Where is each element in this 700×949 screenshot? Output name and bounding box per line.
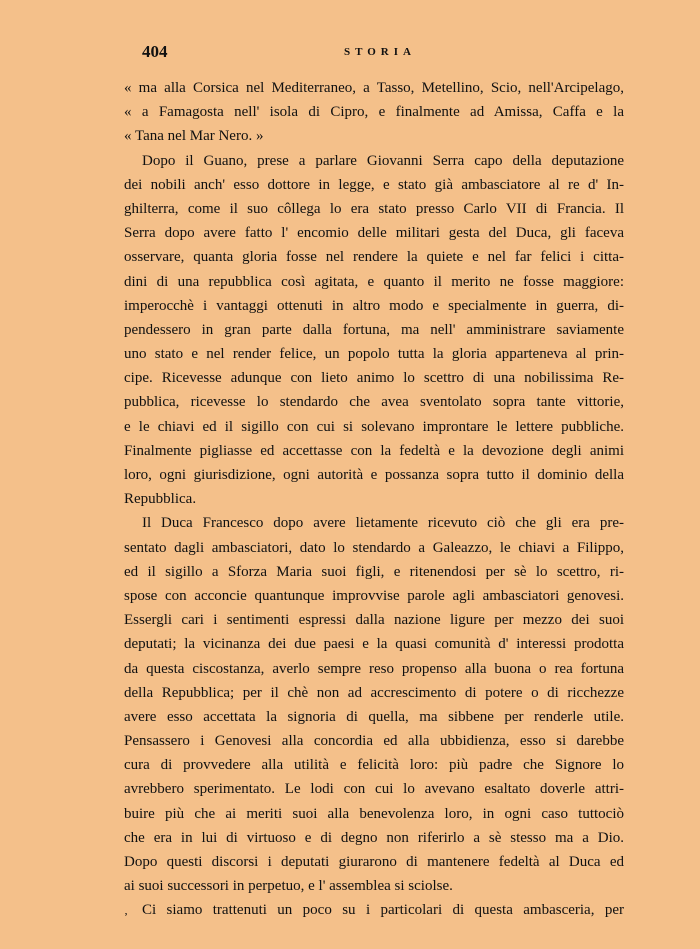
text-line: Finalmente pigliasse ed accettasse con la fedeltà e la devozione degli animi <box>124 442 624 459</box>
running-head <box>124 42 624 66</box>
text-line: ed il sigillo a Sforza Maria suoi figli, e ritenendosi per sè lo scettro, ri- <box>124 563 624 580</box>
text-line: Pensassero i Genovesi alla concordia ed alla ubbidienza, esso si darebbe <box>124 733 624 750</box>
paragraph-start-line: Dopo il Guano, prese a parlare Giovanni Serra capo della deputazione <box>142 152 624 169</box>
text-line: Dopo questi discorsi i deputati giurarono di mantenere fedeltà al Duca ed <box>124 854 624 870</box>
text-line: della Repubblica; per il chè non ad accrescimento di potere o di ricchezze <box>124 684 624 701</box>
text-line: imperocchè i vantaggi ottenuti in altro modo e specialmente in guerra, di- <box>124 297 624 314</box>
text-line: da questa ciscostanza, averlo sempre reso propenso alla buona o rea fortuna <box>124 660 624 677</box>
text-line: e le chiavi ed il sigillo con cui si solevano improntare le lettere pubbliche. <box>124 418 624 435</box>
text-line: pendessero in gran parte dalla fortuna, ma nell' amministrare saviamente <box>124 321 624 338</box>
page-number: 404 <box>142 42 168 61</box>
paragraph-start-line: Ci siamo trattenuti un poco su i particolari di questa ambasceria, per <box>142 902 624 919</box>
stray-print-mark: ‚ <box>124 903 128 917</box>
text-line: che era in lui di virtuoso e di degno non riferirlo a sè stesso ma a Dio. <box>124 829 624 846</box>
paragraph-start-line: Il Duca Francesco dopo avere lietamente ricevuto ciò che gli era pre- <box>142 515 624 532</box>
text-line: « ma alla Corsica nel Mediterraneo, a Tasso, Metellino, Scio, nell'Arcipelago, <box>124 80 624 96</box>
text-line: Essergli cari i sentimenti espressi dalla nazione ligure per mezzo dei suoi <box>124 612 624 629</box>
text-line: Repubblica. <box>124 491 197 508</box>
text-line: deputati; la vicinanza dei due paesi e la quasi comunità d' interessi prodotta <box>124 636 624 653</box>
text-line: sentato dagli ambasciatori, dato lo stendardo a Galeazzo, le chiavi a Filippo, <box>124 539 624 556</box>
text-line: ghilterra, come il suo côllega lo era stato presso Carlo VII di Francia. Il <box>124 200 624 217</box>
text-line: spose con acconcie quantunque improvvise parole agli ambasciatori genovesi. <box>124 587 624 604</box>
body-text <box>124 76 624 923</box>
text-line: cipe. Ricevesse adunque con lieto animo lo scettro di una nobilissima Re- <box>124 370 624 387</box>
text-line: ai suoi successori in perpetuo, e l' assemblea si sciolse. <box>124 878 453 895</box>
text-line: osservare, quanta gloria fosse nel rendere la quiete e nel far felici i citta- <box>124 249 624 266</box>
text-line: « Tana nel Mar Nero. » <box>124 128 264 145</box>
text-line: dini di una repubblica così agitata, e quanto il merito ne fosse maggiore: <box>124 273 624 290</box>
text-line: cura di provvedere alla utilità e felicità loro: più padre che Signore lo <box>124 757 624 774</box>
text-line: loro, ogni giurisdizione, ogni autorità e possanza sopra tutto il dominio della <box>124 467 624 483</box>
running-title: STORIA <box>344 46 416 58</box>
text-line: buire più che ai meriti suoi alla benevolenza loro, in ogni caso tuttociò <box>124 805 624 822</box>
text-line: pubblica, ricevesse lo stendardo che avea sventolato sopra tante vittorie, <box>124 394 624 411</box>
text-line: « a Famagosta nell' isola di Cipro, e finalmente ad Amissa, Caffa e la <box>124 104 624 121</box>
text-line: uno stato e nel render felice, un popolo tutta la gloria apparteneva al prin- <box>124 346 624 363</box>
text-line: avrebbero sperimentato. Le lodi con cui lo avevano esaltato doverle attri- <box>124 781 624 798</box>
text-line: Serra dopo avere fatto l' encomio delle militari gesta del Duca, gli faceva <box>124 225 624 242</box>
text-line: avere esso accettata la signoria di quella, ma sibbene per renderle utile. <box>124 708 624 725</box>
text-line: dei nobili anch' esso dottore in legge, e stato già ambasciatore al re d' In- <box>124 176 624 193</box>
